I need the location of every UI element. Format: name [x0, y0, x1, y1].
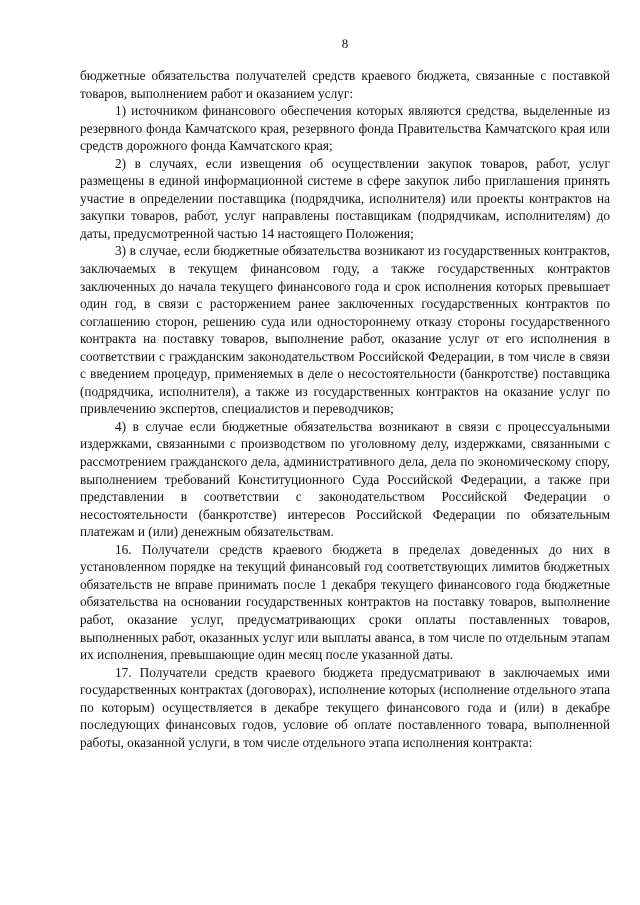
paragraph-item-1: 1) источником финансового обеспечения которых являются средства, выделенные из резервного фонда Камчатского края, резервного фонда Правительства Камчатского края или средств дорожного фонда Камчатского края;	[80, 103, 610, 154]
paragraph-item-3: 3) в случае, если бюджетные обязательства возникают из государственных контрактов, заключаемых в текущем финансовом году, а также государственных контрактов заключенных до начала текущего финансового года и срок исполнения которых превышает один год, в связи с расторжением ранее заключенных государственных контрактов по соглашению сторон, решению суда или одностороннему отказу стороны государственного контракта на поставку товаров, выполнение работ, оказание услуг от его исполнения в соответствии с гражданским законодательством Российской Федерации, в том числе в связи с введением процедур, применяемых в деле о несостоятельности (банкротстве) поставщика (подрядчика, исполнителя), а также из государственных контрактов на оказание услуг по привлечению экспертов, специалистов и переводчиков;	[80, 243, 610, 417]
page-number: 8	[341, 36, 349, 51]
paragraph-item-4: 4) в случае если бюджетные обязательства возникают в связи с процессуальными издержками, связанными с производством по уголовному делу, издержками, связанными с рассмотрением гражданского дела, административного дела, дела по экономическому спору, выполнением требований Конституционного Суда Российской Федерации, а также при представлении в соответствии с законодательством Российской Федерации о несостоятельности (банкротстве) интересов Российской Федерации по обязательным платежам и (или) денежным обязательствам.	[80, 418, 610, 540]
paragraph-item-2: 2) в случаях, если извещения об осуществлении закупок товаров, работ, услуг размещены в единой информационной системе в сфере закупок либо приглашения принять участие в определении поставщика (подрядчика, исполнителя) или проекты контрактов на закупки товаров, работ, услуг направлены поставщикам (подрядчикам, исполнителям) до даты, предусмотренной частью 14 настоящего Положения;	[80, 155, 610, 241]
paragraph-section-17: 17. Получатели средств краевого бюджета предусматривают в заключаемых ими государственных контрактах (договорах), исполнение которых (исполнение отдельного этапа по которым) осуществляется в декабре текущего финансового года и (или) в декабре последующих финансовых годов, условие об оплате поставленного товара, выполненной работы, оказанной услуги, в том числе отдельного этапа исполнения контракта:	[80, 664, 610, 750]
document-page	[80, 36, 610, 751]
paragraph-section-16: 16. Получатели средств краевого бюджета в пределах доведенных до них в установленном порядке на текущий финансовый год соответствующих лимитов бюджетных обязательств не вправе принимать после 1 декабря текущего финансового года бюджетные обязательства на основании государственных контрактов на поставку товаров, выполнение работ, оказание услуг, предусматривающих сроки оплаты поставленных товаров, выполненных работ, оказанных услуг или выплаты аванса, в том числе по отдельным этапам их исполнения, превышающие один месяц после указанной даты.	[80, 541, 610, 663]
paragraph-intro: бюджетные обязательства получателей средств краевого бюджета, связанные с поставкой товаров, выполнением работ и оказанием услуг:	[80, 68, 610, 101]
